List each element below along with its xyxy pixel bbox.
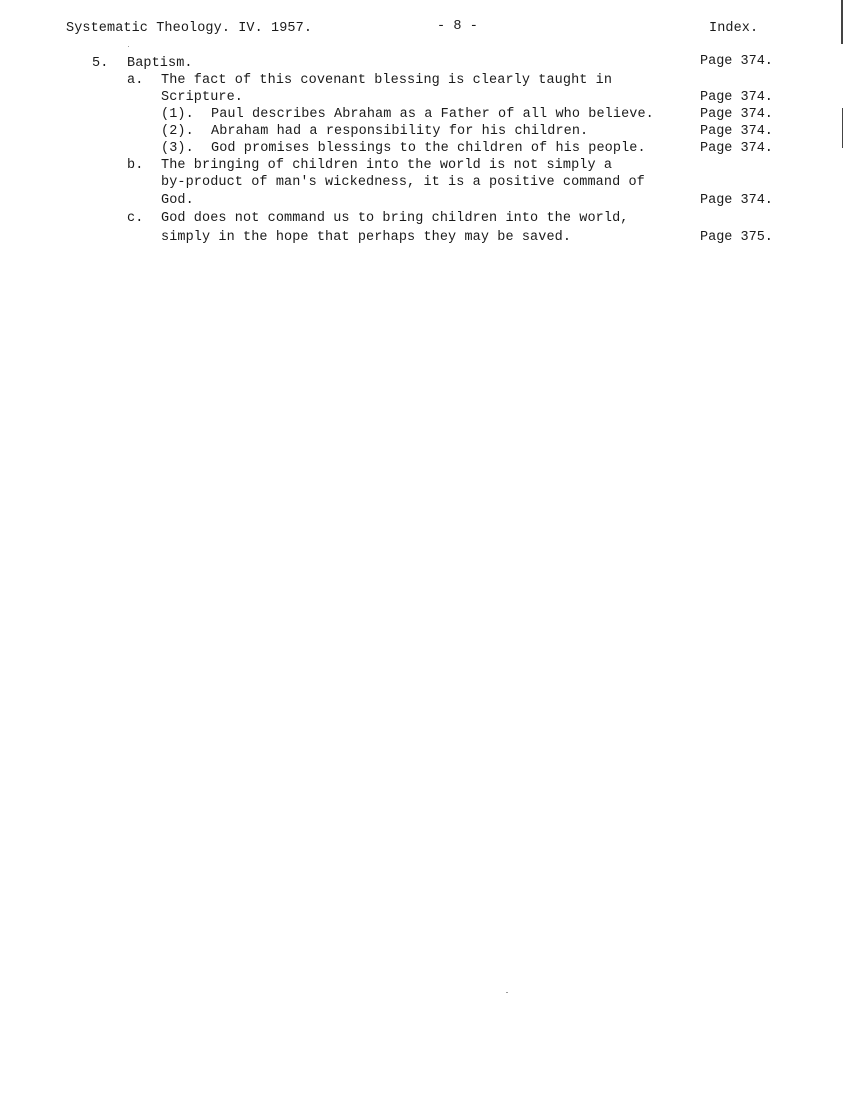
entry-number: (3). xyxy=(161,141,194,156)
entry-text-line: The fact of this covenant blessing is clearly taught in xyxy=(161,73,613,88)
page-reference: Page 374. xyxy=(700,193,773,208)
entry-text: Baptism. xyxy=(127,56,193,71)
entry-text-line: by-product of man's wickedness, it is a positive command of xyxy=(161,175,645,190)
entry-text: Abraham had a responsibility for his children. xyxy=(211,124,589,139)
scan-speck xyxy=(506,992,508,993)
page-reference: Page 374. xyxy=(700,141,773,156)
entry-number: a. xyxy=(127,73,144,88)
page-reference: Page 375. xyxy=(700,230,773,245)
page-reference: Page 374. xyxy=(700,90,773,105)
page-reference: Page 374. xyxy=(700,107,773,122)
entry-text: Paul describes Abraham as a Father of all who believe. xyxy=(211,107,654,122)
entry-number: b. xyxy=(127,158,144,173)
header-title: Systematic Theology. IV. 1957. xyxy=(66,21,313,36)
entry-number: (1). xyxy=(161,107,194,122)
entry-text-line: Scripture. xyxy=(161,90,244,105)
page-number: - 8 - xyxy=(437,19,479,34)
page-reference: Page 374. xyxy=(700,54,773,69)
entry-number: (2). xyxy=(161,124,194,139)
entry-text-line: The bringing of children into the world is not simply a xyxy=(161,158,613,173)
entry-number: c. xyxy=(127,211,144,226)
page-reference: Page 374. xyxy=(700,124,773,139)
scan-speck xyxy=(128,46,129,47)
scan-edge-mark xyxy=(841,0,843,44)
entry-text-line: God does not command us to bring children into the world, xyxy=(161,211,629,226)
header-index: Index. xyxy=(709,21,759,36)
entry-number: 5. xyxy=(92,56,109,71)
entry-text-line: simply in the hope that perhaps they may be saved. xyxy=(161,230,572,245)
scan-edge-mark xyxy=(842,108,843,148)
entry-text-line: God. xyxy=(161,193,194,208)
entry-text: God promises blessings to the children of his people. xyxy=(211,141,646,156)
